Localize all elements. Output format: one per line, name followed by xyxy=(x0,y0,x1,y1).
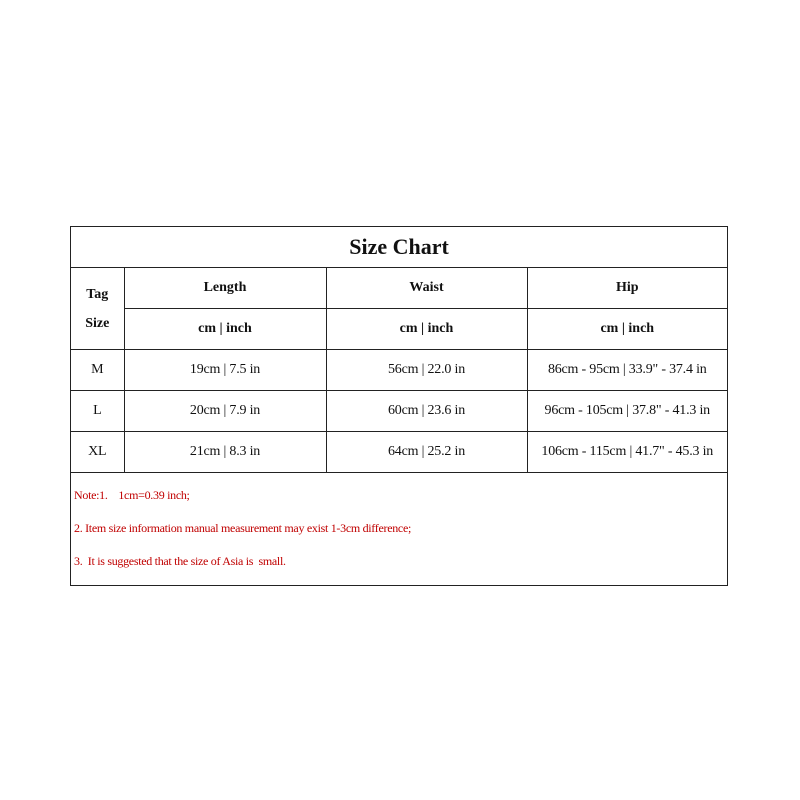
note-line-2: 2. Item size information manual measurement may exist 1-3cm difference; xyxy=(74,521,412,535)
chart-title: Size Chart xyxy=(71,227,727,268)
column-header-hip: Hip xyxy=(527,268,727,309)
table-row xyxy=(71,350,727,391)
size-label: M xyxy=(71,350,124,391)
unit-hip: cm | inch xyxy=(527,309,727,350)
length-value: 21cm | 8.3 in xyxy=(124,432,326,473)
tag-size-header xyxy=(71,268,124,350)
waist-value: 64cm | 25.2 in xyxy=(326,432,527,473)
tag-header-line2: Size xyxy=(85,315,110,331)
column-header-waist: Waist xyxy=(326,268,527,309)
size-label: XL xyxy=(71,432,124,473)
length-value: 20cm | 7.9 in xyxy=(124,391,326,432)
note-line-3: 3. It is suggested that the size of Asia is small. xyxy=(74,554,286,568)
size-label: L xyxy=(71,391,124,432)
size-chart xyxy=(70,226,728,586)
hip-value: 96cm - 105cm | 37.8" - 41.3 in xyxy=(527,391,727,432)
hip-value: 86cm - 95cm | 33.9" - 37.4 in xyxy=(527,350,727,391)
column-header-length: Length xyxy=(124,268,326,309)
unit-waist: cm | inch xyxy=(326,309,527,350)
size-table xyxy=(71,227,727,473)
table-row xyxy=(71,432,727,473)
waist-value: 60cm | 23.6 in xyxy=(326,391,527,432)
table-row xyxy=(71,391,727,432)
notes-section xyxy=(74,489,724,588)
note-line-1: Note:1. 1cm=0.39 inch; xyxy=(74,488,190,502)
length-value: 19cm | 7.5 in xyxy=(124,350,326,391)
unit-length: cm | inch xyxy=(124,309,326,350)
tag-header-line1: Tag xyxy=(86,286,109,302)
hip-value: 106cm - 115cm | 41.7" - 45.3 in xyxy=(527,432,727,473)
waist-value: 56cm | 22.0 in xyxy=(326,350,527,391)
